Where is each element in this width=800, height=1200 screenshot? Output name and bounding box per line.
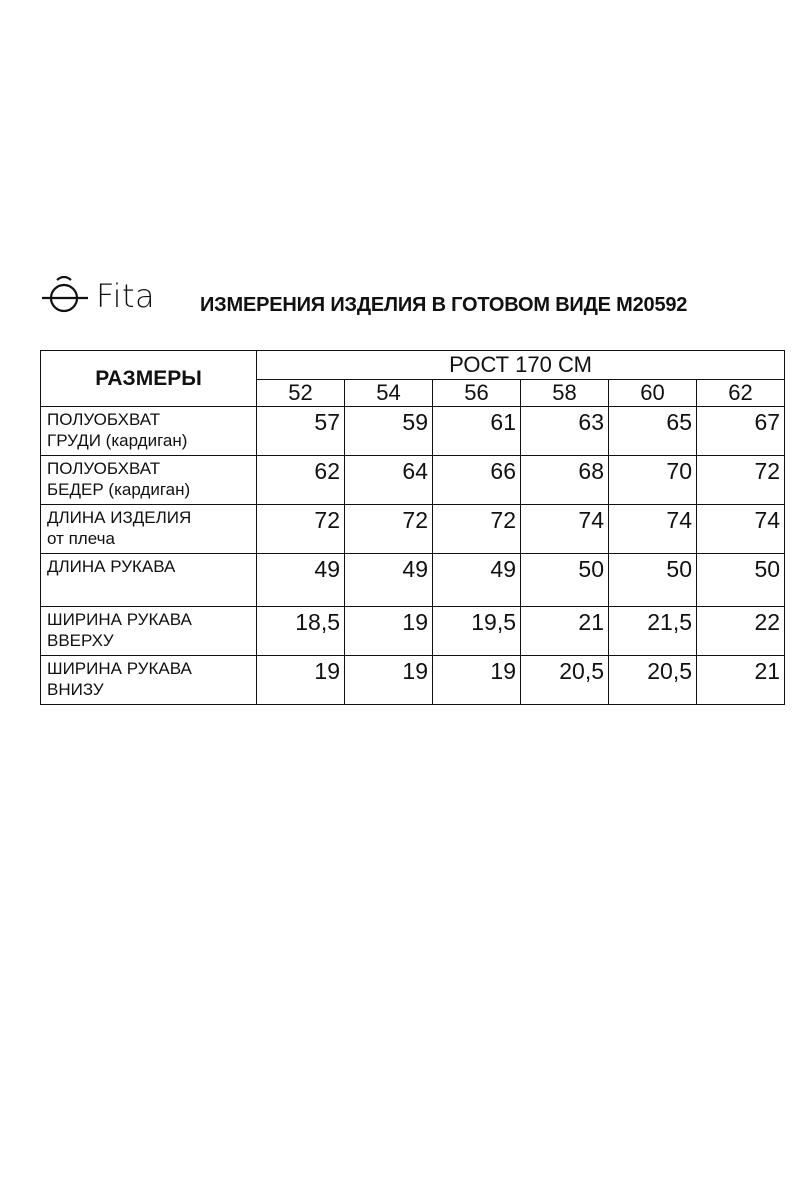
table-cell: 49 bbox=[433, 554, 521, 607]
table-cell: 50 bbox=[609, 554, 697, 607]
size-column-header: 54 bbox=[345, 380, 433, 407]
row-label: ДЛИНА ИЗДЕЛИЯ от плеча bbox=[41, 505, 257, 554]
table-row bbox=[41, 456, 785, 505]
fita-logo-icon bbox=[40, 276, 90, 316]
table-cell: 72 bbox=[433, 505, 521, 554]
table-cell: 72 bbox=[345, 505, 433, 554]
table-cell: 50 bbox=[521, 554, 609, 607]
size-column-header: 58 bbox=[521, 380, 609, 407]
table-cell: 49 bbox=[345, 554, 433, 607]
table-cell: 61 bbox=[433, 407, 521, 456]
table-cell: 21 bbox=[521, 607, 609, 656]
table-cell: 20,5 bbox=[609, 656, 697, 705]
table-cell: 49 bbox=[257, 554, 345, 607]
table-cell: 22 bbox=[697, 607, 785, 656]
row-label: ШИРИНА РУКАВА ВНИЗУ bbox=[41, 656, 257, 705]
table-header-row bbox=[41, 351, 785, 380]
size-column-header: 56 bbox=[433, 380, 521, 407]
table-cell: 72 bbox=[257, 505, 345, 554]
size-column-header: 52 bbox=[257, 380, 345, 407]
table-cell: 62 bbox=[257, 456, 345, 505]
table-cell: 18,5 bbox=[257, 607, 345, 656]
document-title: ИЗМЕРЕНИЯ ИЗДЕЛИЯ В ГОТОВОМ ВИДЕ М20592 bbox=[200, 294, 688, 316]
row-label: ШИРИНА РУКАВА ВВЕРХУ bbox=[41, 607, 257, 656]
table-row bbox=[41, 505, 785, 554]
table-row bbox=[41, 554, 785, 607]
table-cell: 19 bbox=[345, 607, 433, 656]
brand-logo bbox=[40, 276, 155, 316]
height-header: РОСТ 170 СМ bbox=[257, 351, 785, 380]
measurements-table bbox=[40, 350, 785, 705]
table-cell: 57 bbox=[257, 407, 345, 456]
size-column-header: 60 bbox=[609, 380, 697, 407]
table-cell: 21,5 bbox=[609, 607, 697, 656]
table-cell: 59 bbox=[345, 407, 433, 456]
table-cell: 20,5 bbox=[521, 656, 609, 705]
row-label: ПОЛУОБХВАТ БЕДЕР (кардиган) bbox=[41, 456, 257, 505]
table-cell: 68 bbox=[521, 456, 609, 505]
table-cell: 64 bbox=[345, 456, 433, 505]
sizes-header: РАЗМЕРЫ bbox=[41, 351, 257, 407]
table-cell: 19 bbox=[433, 656, 521, 705]
table-cell: 19 bbox=[257, 656, 345, 705]
table-cell: 74 bbox=[609, 505, 697, 554]
table-cell: 72 bbox=[697, 456, 785, 505]
size-column-header: 62 bbox=[697, 380, 785, 407]
table-cell: 67 bbox=[697, 407, 785, 456]
table-cell: 50 bbox=[697, 554, 785, 607]
table-row bbox=[41, 407, 785, 456]
table-cell: 66 bbox=[433, 456, 521, 505]
table-cell: 74 bbox=[697, 505, 785, 554]
brand-name: Fita bbox=[96, 277, 156, 315]
table-cell: 74 bbox=[521, 505, 609, 554]
table-cell: 21 bbox=[697, 656, 785, 705]
table-cell: 19,5 bbox=[433, 607, 521, 656]
table-row bbox=[41, 656, 785, 705]
document-header bbox=[40, 268, 780, 324]
table-cell: 19 bbox=[345, 656, 433, 705]
table-cell: 63 bbox=[521, 407, 609, 456]
row-label: ПОЛУОБХВАТ ГРУДИ (кардиган) bbox=[41, 407, 257, 456]
table-cell: 70 bbox=[609, 456, 697, 505]
row-label: ДЛИНА РУКАВА bbox=[41, 554, 257, 607]
table-row bbox=[41, 607, 785, 656]
table-cell: 65 bbox=[609, 407, 697, 456]
